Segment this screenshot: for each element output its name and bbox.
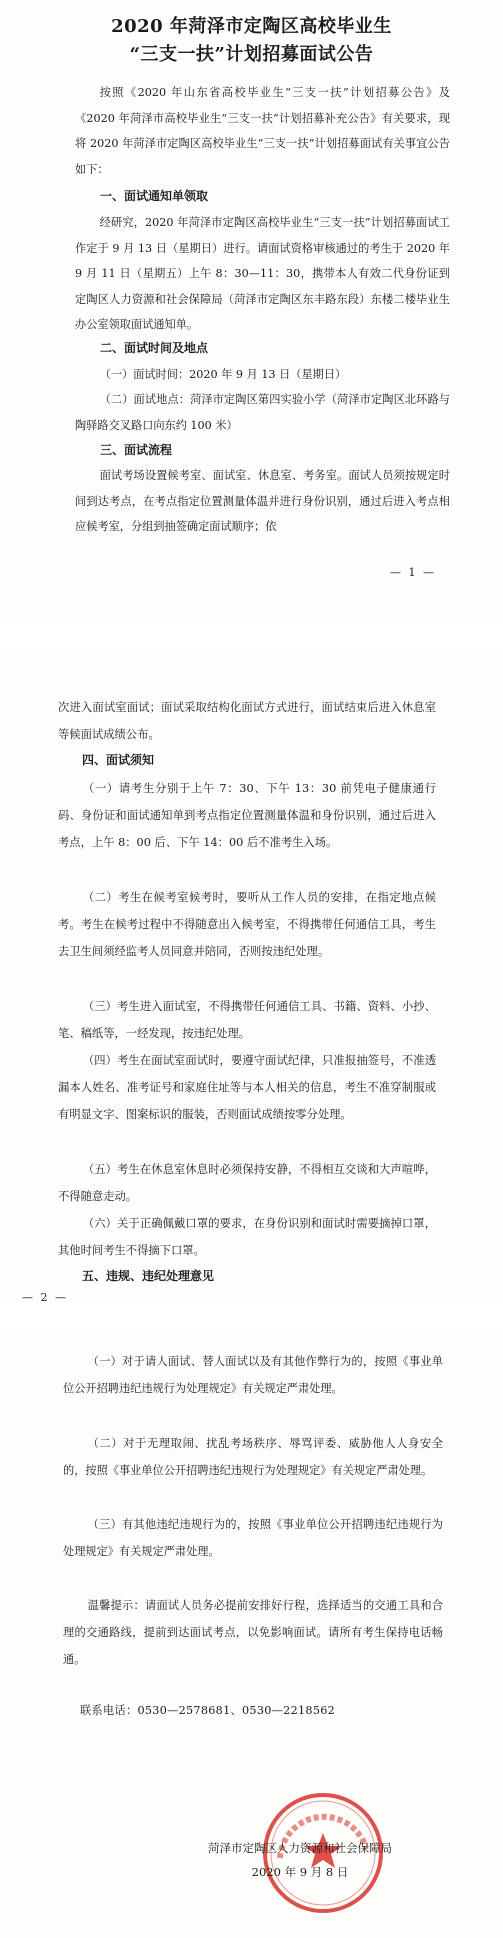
violation-item-2: （二）对于无理取闹、扰乱考场秩序、辱骂评委、威胁他人人身安全的，按照《事业单位公开招聘违纪违规行为处理规定》有关规定严肃处理。: [63, 1437, 443, 1477]
intro-paragraph: 按照《2020 年山东省高校毕业生“三支一扶”计划招募公告》及《2020 年菏泽市高校毕业生“三支一扶”计划招募补充公告》有关要求，现将 2020 年菏泽市定陶区高校毕业生“三支一扶”计划招募面试有关事宜公告如下：: [75, 86, 450, 176]
title-line-1: 2020 年菏泽市定陶区高校毕业生: [111, 16, 392, 37]
section-heading-1: 一、面试通知单领取: [100, 189, 209, 203]
reminder-paragraph: 温馨提示：请面试人员务必提前安排好行程，选择适当的交通工具和合理的交通路线，提前到达面试考点，以免影响面试。请所有考生保持电话畅通。: [63, 1599, 443, 1666]
notice-item-2: （二）考生在候考室候考时，要听从工作人员的安排，在指定地点候考。考生在候考过程中不得随意出入候考室，不得携带任何通信工具，考生去卫生间须经监考人员同意并陪同，否则按违纪处理。: [58, 891, 436, 959]
interview-time: （一）面试时间：2020 年 9 月 13 日（星期日）: [99, 368, 347, 381]
notice-item-3: （三）考生进入面试室，不得携带任何通信工具、书籍、资料、小抄、笔、稿纸等，一经发现，按违纪处理。: [58, 1000, 436, 1041]
violation-item-1: （一）对于请人面试、替人面试以及有其他作弊行为的，按照《事业单位公开招聘违纪违规行为处理规定》有关规定严肃处理。: [63, 1355, 443, 1395]
page-2: [0, 648, 503, 1303]
contact-phone: 联系电话：0530—2578681、0530—2218562: [80, 1704, 336, 1717]
notice-item-1: （一）请考生分别于上午 7：30、下午 13：30 前凭电子健康通行码、身份证和面试通知单到考点指定位置测量体温和身份识别，通过后进入考点，上午 8：00 后、下午 14：00 后不准考生入场。: [58, 782, 436, 850]
page-3: [0, 1330, 503, 1938]
page-number-2: — 2 —: [22, 1291, 68, 1304]
notice-item-6: （六）关于正确佩戴口罩的要求，在身份识别和面试时需要摘掉口罩，其他时间考生不得摘下口罩。: [58, 1217, 436, 1258]
issue-date: 2020 年 9 月 8 日: [251, 1865, 349, 1879]
section-heading-2: 二、面试时间及地点: [100, 341, 209, 355]
flow-continued-paragraph: 次进入面试室面试；面试采取结构化面试方式进行，面试结束后进入休息室等候面试成绩公布。: [58, 701, 436, 742]
section-1-paragraph: 经研究，2020 年菏泽市定陶区高校毕业生“三支一扶”计划招募面试工作定于 9 月 13 日（星期日）进行。请面试资格审核通过的考生于 2020 年 9 月 11 日（星期五）上午 8：30—11：30，携带本人有效二代身份证到定陶区人力资源和社会保障局（菏泽市定陶区东丰路东段）东楼二楼毕业生办公室领取面试通知单。: [75, 216, 450, 331]
title-line-2: “三支一扶”计划招募面试公告: [129, 44, 374, 65]
violation-item-3: （三）有其他违纪违规行为的，按照《事业单位公开招聘违纪违规行为处理规定》有关规定严肃处理。: [63, 1518, 443, 1558]
interview-place: （二）面试地点：菏泽市定陶区第四实验小学（菏泽市定陶区北环路与陶驿路交叉路口向东约 100 米）: [75, 393, 450, 432]
section-heading-4: 四、面试须知: [82, 753, 155, 767]
notice-item-4: （四）考生在面试室面试时，要遵守面试纪律，只准报抽签号，不准透漏本人姓名、准考证号和家庭住址等与本人相关的信息，考生不准穿制服或有明显文字、图案标识的服装，否则面试成绩按零分处理。: [58, 1054, 436, 1122]
section-3-paragraph: 面试考场设置候考室、面试室、休息室、考务室。面试人员须按规定时间到达考点，在考点指定位置测量体温并进行身份识别，通过后进入考点相应候考室，分组到抽签确定面试顺序；依: [75, 469, 450, 533]
notice-item-5: （五）考生在休息室休息时必须保持安静，不得相互交谈和大声喧哗，不得随意走动。: [58, 1163, 436, 1204]
page-number-1: — 1 —: [390, 566, 436, 579]
section-heading-3: 三、面试流程: [100, 443, 173, 457]
page-1: [0, 0, 503, 620]
issuing-organization: 菏泽市定陶区人力资源和社会保障局: [208, 1841, 392, 1855]
section-heading-5: 五、违规、违纪处理意见: [82, 1269, 215, 1283]
